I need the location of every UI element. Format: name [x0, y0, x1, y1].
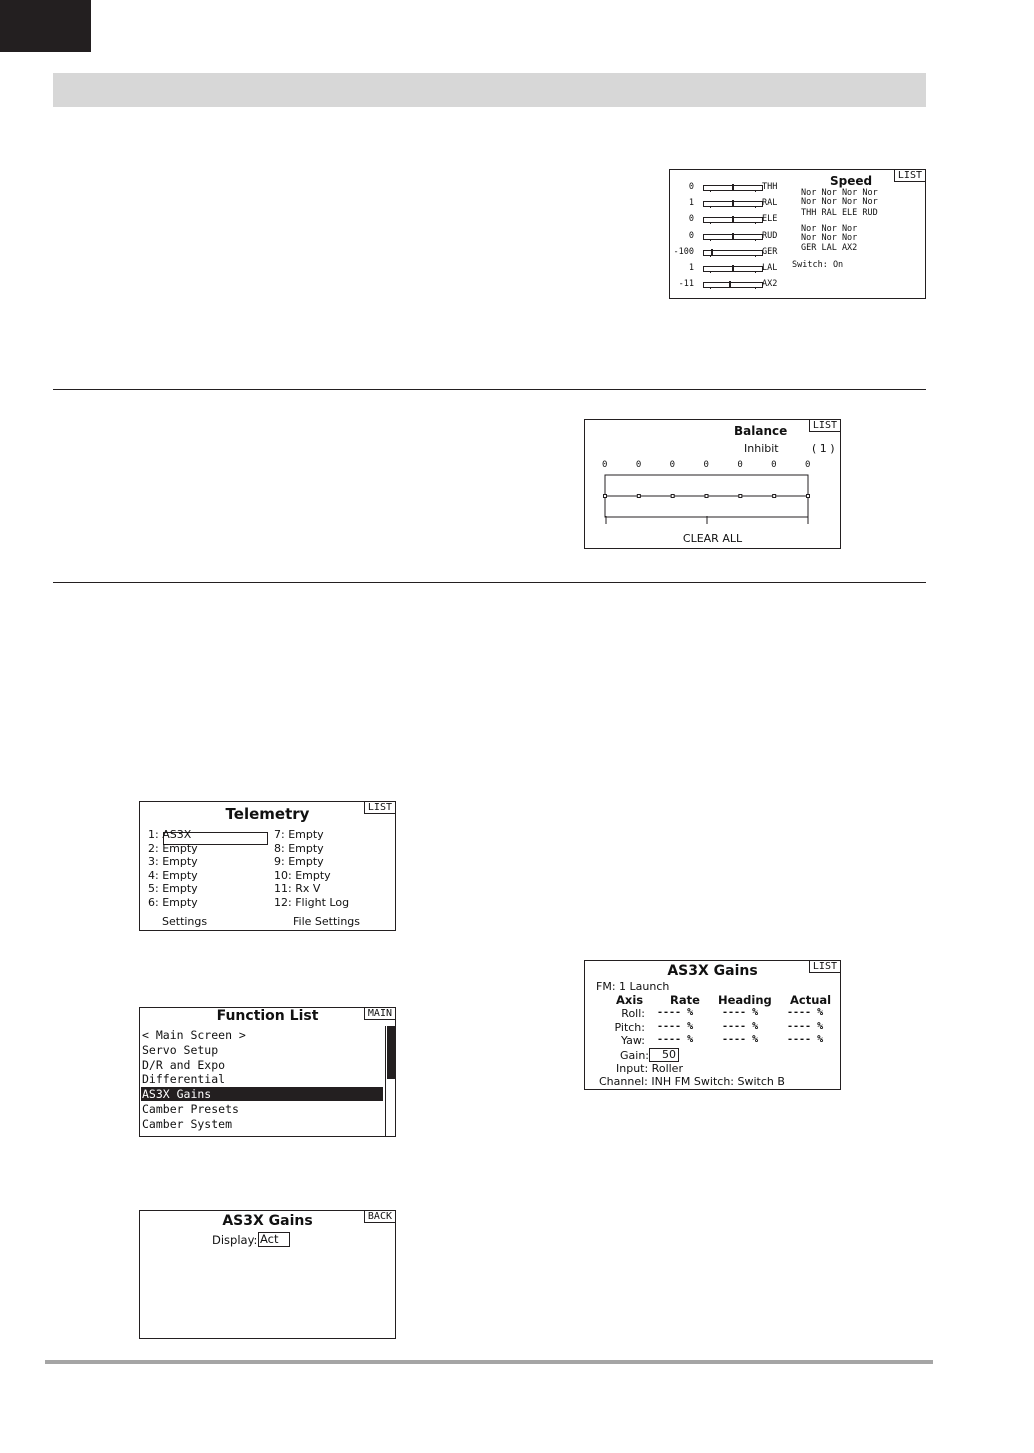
- telemetry-slot[interactable]: 4: Empty: [148, 868, 198, 882]
- rate-value: ---- %: [657, 1034, 694, 1045]
- telemetry-slot[interactable]: 7: Empty: [274, 828, 324, 841]
- balance-point-marker[interactable]: [604, 495, 607, 498]
- telemetry-slot[interactable]: 6: Empty: [148, 895, 198, 909]
- flight-mode: FM: 1 Launch: [596, 980, 670, 993]
- channel-label: LAL: [762, 263, 778, 273]
- speed-switch[interactable]: Switch: On: [792, 260, 844, 270]
- scrollbar[interactable]: [385, 1026, 395, 1136]
- channel-slider[interactable]: [703, 201, 763, 207]
- gain-label: Gain:: [620, 1049, 649, 1062]
- heading-value: ---- %: [722, 1007, 759, 1018]
- balance-point-label: 0: [737, 460, 743, 470]
- telemetry-slot[interactable]: 1: AS3X: [148, 828, 192, 841]
- channel-value: -11: [678, 279, 694, 290]
- balance-point-label: 0: [703, 460, 709, 470]
- speed-title: Speed: [830, 174, 873, 188]
- slider-tick: [755, 239, 756, 241]
- as3x-gains-screen: [584, 960, 841, 1090]
- function-list-title: Function List: [216, 1008, 319, 1024]
- function-list-item[interactable]: D/R and Expo: [142, 1057, 226, 1072]
- slider-tick: [710, 190, 711, 192]
- slider-knob: [732, 233, 734, 240]
- telemetry-slot[interactable]: 12: Flight Log: [274, 895, 350, 909]
- speed-screen: [669, 169, 926, 299]
- clear-all-button[interactable]: CLEAR ALL: [682, 532, 743, 545]
- slider-knob: [711, 249, 713, 256]
- section-divider: [53, 582, 926, 583]
- telemetry-slot[interactable]: 11: Rx V: [274, 882, 321, 895]
- channel-value: 0: [688, 182, 694, 192]
- slider-tick: [755, 271, 756, 273]
- footer-rule: [45, 1360, 933, 1364]
- balance-point-marker[interactable]: [637, 495, 640, 498]
- channel-slider[interactable]: [703, 185, 763, 191]
- slider-knob: [732, 265, 734, 272]
- channel-slider[interactable]: [703, 250, 763, 256]
- function-list-item[interactable]: Camber Presets: [142, 1102, 239, 1116]
- actual-value: ---- %: [787, 1007, 824, 1018]
- actual-value: ---- %: [787, 1020, 824, 1032]
- telemetry-slot[interactable]: 2: Empty: [148, 841, 198, 855]
- balance-point-label: 0: [805, 460, 811, 470]
- telemetry-slot[interactable]: 5: Empty: [148, 882, 198, 895]
- function-list-item[interactable]: < Main Screen >: [142, 1028, 246, 1042]
- heading-value: ---- %: [722, 1020, 759, 1032]
- channel-value: -100: [673, 246, 694, 257]
- header-rate: Rate: [670, 993, 700, 1007]
- channel-value: 1: [688, 198, 694, 209]
- slider-tick: [710, 271, 711, 273]
- as3x-display-screen: [139, 1210, 396, 1339]
- channel-slider[interactable]: [703, 266, 763, 272]
- speed-row: Nor Nor Nor: [801, 224, 858, 234]
- balance-point-label: 0: [771, 460, 777, 470]
- balance-curve[interactable]: [603, 473, 813, 521]
- balance-point-marker[interactable]: [671, 495, 674, 498]
- channel-slider[interactable]: [703, 234, 763, 240]
- rate-value: ---- %: [657, 1020, 694, 1032]
- section-divider: [53, 389, 926, 390]
- telemetry-settings-button[interactable]: Settings: [162, 915, 208, 928]
- header-axis: Axis: [616, 993, 644, 1007]
- list-tag[interactable]: LIST: [364, 802, 395, 814]
- list-tag[interactable]: LIST: [809, 961, 840, 973]
- heading-value: ---- %: [722, 1034, 759, 1045]
- actual-value: ---- %: [787, 1034, 824, 1045]
- function-list-item[interactable]: Camber System: [142, 1116, 233, 1131]
- speed-row: Nor Nor Nor Nor: [801, 188, 878, 198]
- channel-label: RAL: [762, 198, 778, 209]
- channel-slider[interactable]: [703, 217, 763, 223]
- balance-screen: [584, 419, 841, 549]
- function-list-item[interactable]: Differential: [142, 1072, 226, 1087]
- channel-value: 1: [688, 263, 694, 273]
- channel-value: 0: [688, 214, 694, 225]
- balance-point-label: 0: [602, 460, 608, 470]
- file-settings-button[interactable]: File Settings: [293, 915, 361, 928]
- slider-tick: [710, 206, 711, 208]
- function-list-item[interactable]: AS3X Gains: [141, 1087, 383, 1101]
- balance-point-marker[interactable]: [807, 495, 810, 498]
- gain-value-field[interactable]: 50: [649, 1048, 679, 1062]
- axis-label: Roll:: [621, 1007, 645, 1020]
- telemetry-screen: [139, 801, 396, 931]
- slider-tick: [710, 255, 711, 257]
- list-tag[interactable]: LIST: [809, 420, 840, 432]
- channel-label: AX2: [762, 279, 778, 290]
- channel-label: THH: [762, 182, 778, 192]
- slider-knob: [729, 281, 731, 288]
- function-list-screen: [139, 1007, 396, 1137]
- section-heading-bar: [53, 73, 926, 107]
- balance-point-label: 0: [635, 460, 642, 470]
- function-list-item[interactable]: Servo Setup: [142, 1042, 219, 1057]
- slider-tick: [755, 287, 756, 289]
- telemetry-title: Telemetry: [225, 805, 310, 823]
- input-setting[interactable]: Input: Roller: [616, 1062, 683, 1075]
- slider-tick: [755, 222, 756, 224]
- back-tag[interactable]: BACK: [364, 1211, 395, 1223]
- header-actual: Actual: [790, 993, 832, 1007]
- page-corner-tab: [0, 0, 91, 52]
- slider-tick: [755, 190, 756, 192]
- as3x-gains-title: AS3X Gains: [667, 963, 758, 979]
- axis-label: Pitch:: [614, 1020, 645, 1034]
- telemetry-slot[interactable]: 8: Empty: [274, 841, 324, 855]
- channel-label: GER: [762, 246, 778, 257]
- scrollbar-thumb[interactable]: [387, 1026, 396, 1079]
- slider-knob: [732, 200, 734, 207]
- telemetry-slot[interactable]: 9: Empty: [274, 855, 324, 868]
- balance-title: Balance: [734, 424, 788, 438]
- slider-tick: [755, 206, 756, 208]
- main-tag[interactable]: MAIN: [364, 1008, 395, 1020]
- axis-label: Yaw:: [620, 1034, 645, 1047]
- balance-axis: [605, 516, 811, 526]
- balance-status[interactable]: Inhibit: [744, 442, 779, 455]
- header-heading: Heading: [718, 993, 772, 1007]
- speed-row: GER LAL AX2: [801, 243, 858, 253]
- telemetry-slot[interactable]: 3: Empty: [148, 855, 198, 868]
- slider-tick: [710, 222, 711, 224]
- telemetry-slot[interactable]: 10: Empty: [274, 868, 331, 882]
- display-label: Display:: [212, 1233, 258, 1247]
- channel-label: ELE: [762, 214, 778, 225]
- slider-knob: [732, 184, 734, 191]
- balance-point-marker[interactable]: [705, 495, 708, 498]
- slider-tick: [710, 287, 711, 289]
- channel-setting[interactable]: Channel: INH FM Switch: Switch B: [599, 1075, 785, 1088]
- slider-knob: [732, 216, 734, 223]
- speed-row: THH RAL ELE RUD: [801, 208, 878, 218]
- balance-point-marker[interactable]: [739, 495, 742, 498]
- channel-value: 0: [688, 230, 694, 241]
- slider-tick: [755, 255, 756, 257]
- rate-value: ---- %: [657, 1007, 694, 1018]
- channel-label: RUD: [762, 230, 778, 241]
- as3x-display-title: AS3X Gains: [222, 1213, 313, 1229]
- balance-index[interactable]: ( 1 ): [812, 442, 835, 455]
- channel-slider[interactable]: [703, 282, 763, 288]
- speed-row: Nor Nor Nor Nor: [801, 197, 878, 207]
- display-value-field[interactable]: Act: [258, 1232, 290, 1247]
- list-tag[interactable]: LIST: [894, 170, 925, 182]
- balance-point-label: 0: [669, 460, 676, 470]
- speed-row: Nor Nor Nor: [801, 233, 858, 243]
- slider-tick: [710, 239, 711, 241]
- balance-point-marker[interactable]: [773, 495, 776, 498]
